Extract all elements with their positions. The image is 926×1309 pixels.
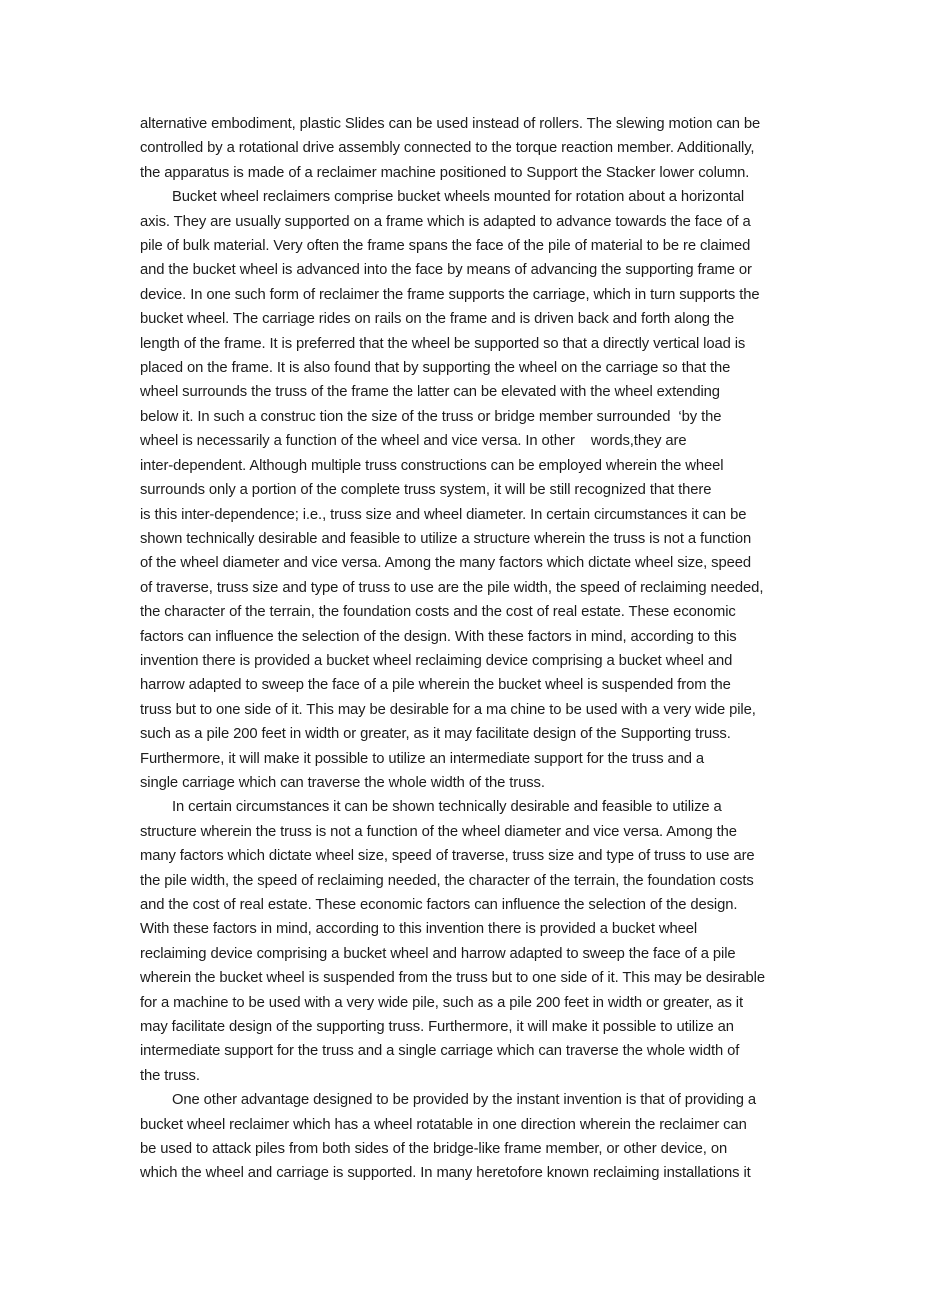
- text-line: intermediate support for the truss and a single carriage which can traverse the whole width of: [140, 1043, 740, 1060]
- text-line: structure wherein the truss is not a function of the wheel diameter and vice versa. Among the: [140, 823, 737, 840]
- text-line: wheel is necessarily a function of the wheel and vice versa. In other words,they are: [140, 433, 687, 450]
- text-line: below it. In such a construc tion the size of the truss or bridge member surrounded ‘by the: [140, 408, 722, 425]
- text-line: the pile width, the speed of reclaiming needed, the character of the terrain, the foundation costs: [140, 872, 754, 889]
- paragraph: [140, 1088, 816, 1186]
- text-line: With these factors in mind, according to this invention there is provided a bucket wheel: [140, 921, 698, 938]
- text-line: and the cost of real estate. These economic factors can influence the selection of the design.: [140, 897, 738, 913]
- text-line: controlled by a rotational drive assembly connected to the torque reaction member. Additionally,: [140, 140, 755, 157]
- text-line: reclaiming device comprising a bucket wheel and harrow adapted to sweep the face of a pile: [140, 945, 736, 962]
- document-body: [140, 112, 816, 1186]
- text-line: shown technically desirable and feasible to utilize a structure wherein the truss is not a function: [140, 530, 752, 547]
- text-line: of the wheel diameter and vice versa. Among the many factors which dictate wheel size, speed: [140, 555, 751, 572]
- text-line: Furthermore, it will make it possible to utilize an intermediate support for the truss and a: [140, 750, 705, 767]
- text-line: of traverse, truss size and type of truss to use are the pile width, the speed of reclaiming needed,: [140, 579, 764, 596]
- text-line: many factors which dictate wheel size, speed of traverse, truss size and type of truss to use are: [140, 848, 755, 865]
- text-line: wherein the bucket wheel is suspended from the truss but to one side of it. This may be desirable: [140, 970, 765, 987]
- text-line: the truss.: [140, 1067, 200, 1084]
- text-line: device. In one such form of reclaimer the frame supports the carriage, which in turn supports the: [140, 286, 760, 303]
- text-line: factors can influence the selection of the design. With these factors in mind, according to this: [140, 628, 737, 645]
- text-line: One other advantage designed to be provided by the instant invention is that of providing a: [172, 1092, 757, 1109]
- text-line: single carriage which can traverse the whole width of the truss.: [140, 774, 545, 791]
- text-line: inter-dependent. Although multiple truss constructions can be employed wherein the wheel: [140, 457, 724, 474]
- text-line: is this inter-dependence; i.e., truss size and wheel diameter. In certain circumstances it can be: [140, 506, 747, 523]
- text-line: pile of bulk material. Very often the frame spans the face of the pile of material to be re claimed: [140, 238, 751, 255]
- text-line: be used to attack piles from both sides of the bridge-like frame member, or other device, on: [140, 1141, 728, 1158]
- text-line: In certain circumstances it can be shown technically desirable and feasible to utilize a: [172, 799, 722, 816]
- text-line: invention there is provided a bucket wheel reclaiming device comprising a bucket wheel and: [140, 652, 733, 669]
- text-line: which the wheel and carriage is supported. In many heretofore known reclaiming installations it: [140, 1165, 751, 1182]
- text-line: alternative embodiment, plastic Slides can be used instead of rollers. The slewing motion can be: [140, 116, 761, 132]
- text-line: bucket wheel. The carriage rides on rails on the frame and is driven back and forth along the: [140, 311, 735, 328]
- text-line: and the bucket wheel is advanced into the face by means of advancing the supporting frame or: [140, 262, 752, 279]
- paragraph: [140, 795, 816, 1088]
- text-line: axis. They are usually supported on a frame which is adapted to advance towards the face of a: [140, 213, 751, 230]
- text-line: harrow adapted to sweep the face of a pile wherein the bucket wheel is suspended from the: [140, 677, 731, 694]
- text-line: the apparatus is made of a reclaimer machine positioned to Support the Stacker lower column.: [140, 164, 750, 181]
- paragraph: [140, 112, 816, 185]
- text-line: truss but to one side of it. This may be desirable for a ma chine to be used with a very wide pile,: [140, 701, 756, 718]
- paragraph: [140, 185, 816, 795]
- text-line: wheel surrounds the truss of the frame the latter can be elevated with the wheel extending: [140, 384, 720, 401]
- text-line: bucket wheel reclaimer which has a wheel rotatable in one direction wherein the reclaimer can: [140, 1116, 747, 1133]
- text-line: Bucket wheel reclaimers comprise bucket wheels mounted for rotation about a horizontal: [172, 189, 745, 206]
- text-line: placed on the frame. It is also found that by supporting the wheel on the carriage so that the: [140, 360, 731, 377]
- text-line: such as a pile 200 feet in width or greater, as it may facilitate design of the Supporting truss.: [140, 726, 731, 743]
- text-line: the character of the terrain, the foundation costs and the cost of real estate. These economic: [140, 604, 736, 621]
- text-line: for a machine to be used with a very wide pile, such as a pile 200 feet in width or greater, as it: [140, 994, 743, 1011]
- text-line: surrounds only a portion of the complete truss system, it will be still recognized that there: [140, 482, 712, 499]
- text-line: length of the frame. It is preferred that the wheel be supported so that a directly vertical load is: [140, 335, 746, 352]
- text-line: may facilitate design of the supporting truss. Furthermore, it will make it possible to utilize an: [140, 1019, 734, 1036]
